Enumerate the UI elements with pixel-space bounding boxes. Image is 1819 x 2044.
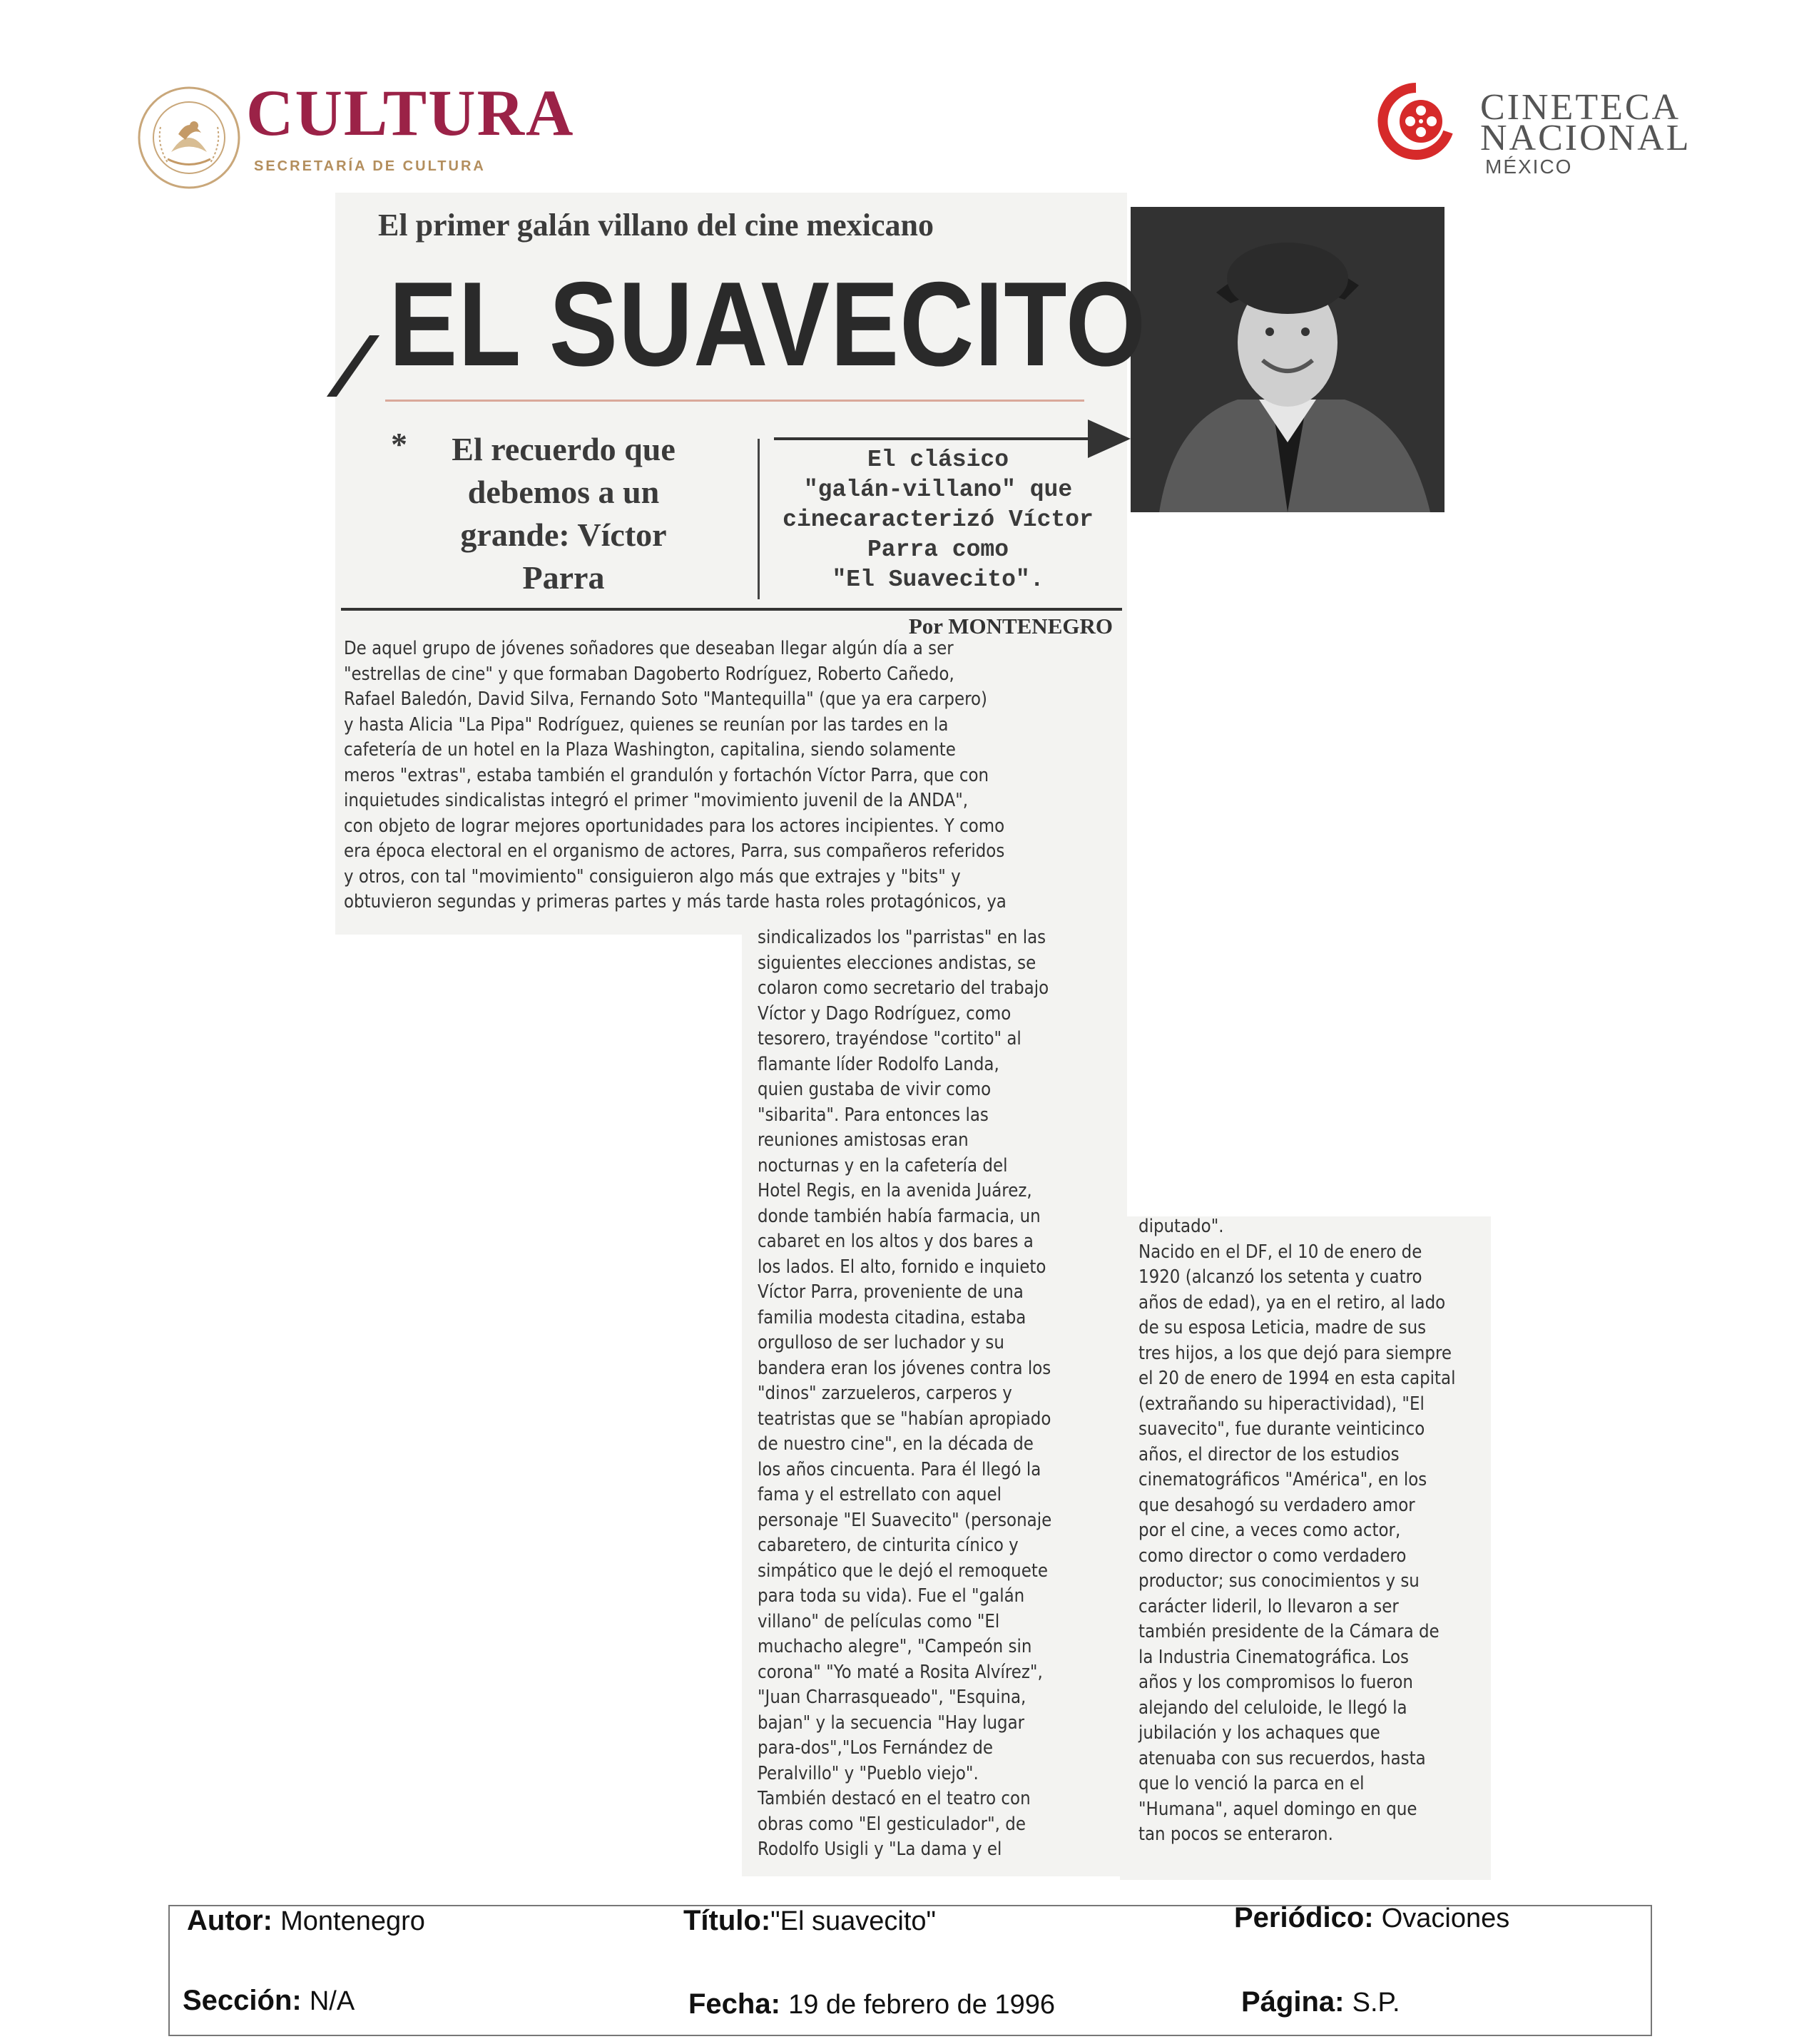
article-kicker: El primer galán villano del cine mexicano — [378, 208, 934, 243]
article-body-right: diputado". Nacido en el DF, el 10 de enero de 1920 (alcanzó los setenta y cuatro años de edad), ya en el retiro, al lado de su esposa Leticia, madre de sus tres hijos, a los que dejó para siempre el 20 de enero de 1994 en esta capital (extrañando su hiperactividad), "El suavecito", fue durante veinticinco años, el director de los estudios cinematográficos "América", en los que desahogó su verdadero amor por el cine, a veces como actor, como director o como verdadero productor; sus conocimientos y su carácter lideril, lo llevaron a ser también presidente de la Cámara de la Industria Cinematográfica. Los años y los compromisos lo fueron alejando del celuloide, le llegó la jubilación y los achaques que atenuaba con sus recuerdos, hasta que lo venció la parca en el "Humana", aquel domingo en que tan pocos se enteraron. — [1138, 1216, 1456, 1845]
meta-titulo — [683, 1905, 936, 1937]
deck-bullet: * — [391, 426, 407, 462]
cineteca-line3: MÉXICO — [1485, 156, 1573, 178]
meta-titulo-label: Título: — [683, 1905, 771, 1936]
meta-periodico-label: Periódico: — [1234, 1902, 1374, 1933]
meta-autor — [187, 1905, 425, 1937]
meta-pagina-label: Página: — [1241, 1986, 1345, 2018]
meta-fecha-label: Fecha: — [688, 1988, 780, 2020]
article-byline: Por MONTENEGRO — [908, 614, 1113, 639]
deck-text: El recuerdo que debemos a un grande: Víctor Parra — [452, 431, 676, 596]
photo-caption — [774, 445, 1102, 595]
mexico-coat-of-arms-seal — [136, 84, 243, 191]
meta-titulo-value: "El suavecito" — [770, 1906, 937, 1936]
meta-seccion-value: N/A — [309, 1986, 355, 2016]
cultura-subtitle: SECRETARÍA DE CULTURA — [254, 158, 486, 174]
cultura-wordmark: CULTURA — [246, 76, 575, 149]
cineteca-line2: NACIONAL — [1480, 118, 1691, 158]
cineteca-line1: CINETECA — [1480, 87, 1681, 128]
meta-fecha — [688, 1988, 1055, 2020]
meta-seccion — [183, 1985, 355, 2017]
article-body-wide: De aquel grupo de jóvenes soñadores que deseaban llegar algún día a ser "estrellas de cine" y que formaban Dagoberto Rodríguez, Roberto Cañedo, Rafael Baledón, David Silva, Fernando Soto "Mantequilla" (que ya era carpero) y hasta Alicia "La Pipa" Rodríguez, quienes se reunían por las tardes en la cafetería de un hotel en la Plaza Washington, capitalina, siendo solamente meros "extras", estaba también el grandulón y fortachón Víctor Parra, que con inquietudes sindicalistas integró el primer "movimiento juvenil de la ANDA", con objeto de lograr mejores oportunidades para los actores incipientes. Y como era época electoral en el organismo de actores, Parra, sus compañeros referidos y otros, con tal "movimiento" consiguieron algo más que extrajes y "bits" y obtuvieron segundas y primeras partes y más tarde hasta roles protagónicos, ya — [344, 638, 1007, 912]
meta-pagina — [1241, 1986, 1400, 2018]
article-body-middle: sindicalizados los "parristas" en las siguientes elecciones andistas, se colaron como secretario del trabajo Víctor y Dago Rodríguez, como tesorero, trayéndose "cortito" al flamante líder Rodolfo Landa, quien gustaba de vivir como "sibarita". Para entonces las reuniones amistosas eran nocturnas y en la cafetería del Hotel Regis, en la avenida Juárez, donde también había farmacia, un cabaret en los altos y dos bares a los lados. El alto, fornido e inquieto Víctor Parra, proveniente de una familia modesta citadina, estaba orgulloso de ser luchador y su bandera eran los jóvenes contra los "dinos" zarzueleros, carperos y teatristas que se "habían apropiado de nuestro cine", en la década de los años cincuenta. Para él llegó la fama y el estrellato con aquel personaje "El Suavecito" (personaje cabaretero, de cinturita cínico y simpático que le dejó el remoquete para toda su vida). Fue el "galán villano" de películas como "El muchacho alegre", "Campeón sin corona" "Yo maté a Rosita Alvírez", "Juan Charrasqueado", "Esquina, bajan" y la secuencia "Hay lugar para-dos","Los Fernández de Peralvillo" y "Pueblo viejo". También destacó en el teatro con obras como "El gesticulador", de Rodolfo Usigli y "La dama y el — [758, 927, 1052, 1860]
meta-autor-label: Autor: — [187, 1905, 272, 1936]
cineteca-film-reel-icon — [1377, 82, 1455, 161]
article-deck — [389, 428, 738, 599]
meta-seccion-label: Sección: — [183, 1985, 302, 2016]
victor-parra-photo — [1131, 207, 1444, 512]
meta-pagina-value: S.P. — [1352, 1988, 1400, 2018]
meta-fecha-value: 19 de febrero de 1996 — [788, 1990, 1056, 2020]
meta-periodico-value: Ovaciones — [1381, 1903, 1510, 1933]
meta-periodico — [1234, 1902, 1509, 1934]
caption-divider — [758, 439, 760, 599]
meta-autor-value: Montenegro — [280, 1906, 425, 1936]
photo-caption-text: El clásico "galán-villano" que cinecaracterizó Víctor Parra como "El Suavecito". — [783, 447, 1094, 593]
byline-rule — [341, 608, 1122, 611]
headline-underline — [385, 400, 1084, 402]
article-headline: EL SUAVECITO — [389, 257, 1147, 391]
